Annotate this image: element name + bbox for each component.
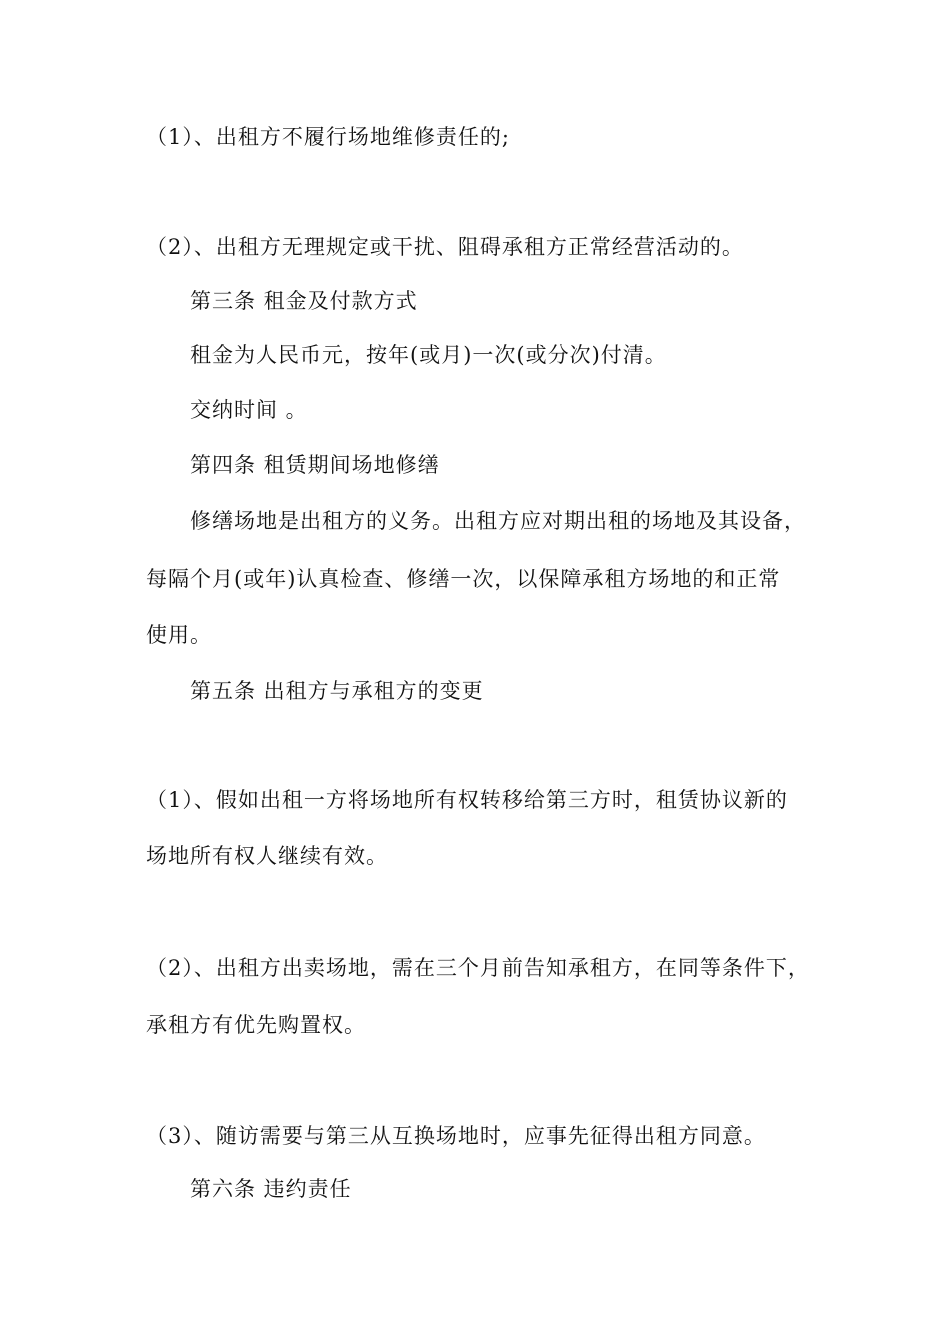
clause-item-2: （2）、出租方无理规定或干扰、阻碍承租方正常经营活动的。 bbox=[146, 235, 744, 259]
article-3-heading: 第三条 租金及付款方式 bbox=[190, 289, 418, 313]
payment-time-line: 交纳时间 。 bbox=[190, 398, 308, 422]
article-6-heading: 第六条 违约责任 bbox=[190, 1177, 352, 1201]
change-item-3: （3）、随访需要与第三从互换场地时，应事先征得出租方同意。 bbox=[146, 1124, 766, 1148]
change-item-2-line-2: 承租方有优先购置权。 bbox=[146, 1013, 366, 1037]
change-item-1-line-2: 场地所有权人继续有效。 bbox=[146, 844, 388, 868]
rent-paragraph: 租金为人民币元，按年(或月)一次(或分次)付清。 bbox=[190, 343, 667, 367]
clause-item-1: （1）、出租方不履行场地维修责任的; bbox=[146, 125, 510, 149]
article-5-heading: 第五条 出租方与承租方的变更 bbox=[190, 679, 484, 703]
repair-paragraph-line-3: 使用。 bbox=[146, 623, 212, 647]
change-item-1-line-1: （1）、假如出租一方将场地所有权转移给第三方时，租赁协议新的 bbox=[146, 788, 788, 812]
repair-paragraph-line-2: 每隔个月(或年)认真检查、修缮一次，以保障承租方场地的和正常 bbox=[146, 567, 781, 591]
article-4-heading: 第四条 租赁期间场地修缮 bbox=[190, 453, 440, 477]
change-item-2-line-1: （2）、出租方出卖场地，需在三个月前告知承租方，在同等条件下， bbox=[146, 956, 810, 980]
repair-paragraph-line-1: 修缮场地是出租方的义务。出租方应对期出租的场地及其设备， bbox=[190, 509, 806, 533]
